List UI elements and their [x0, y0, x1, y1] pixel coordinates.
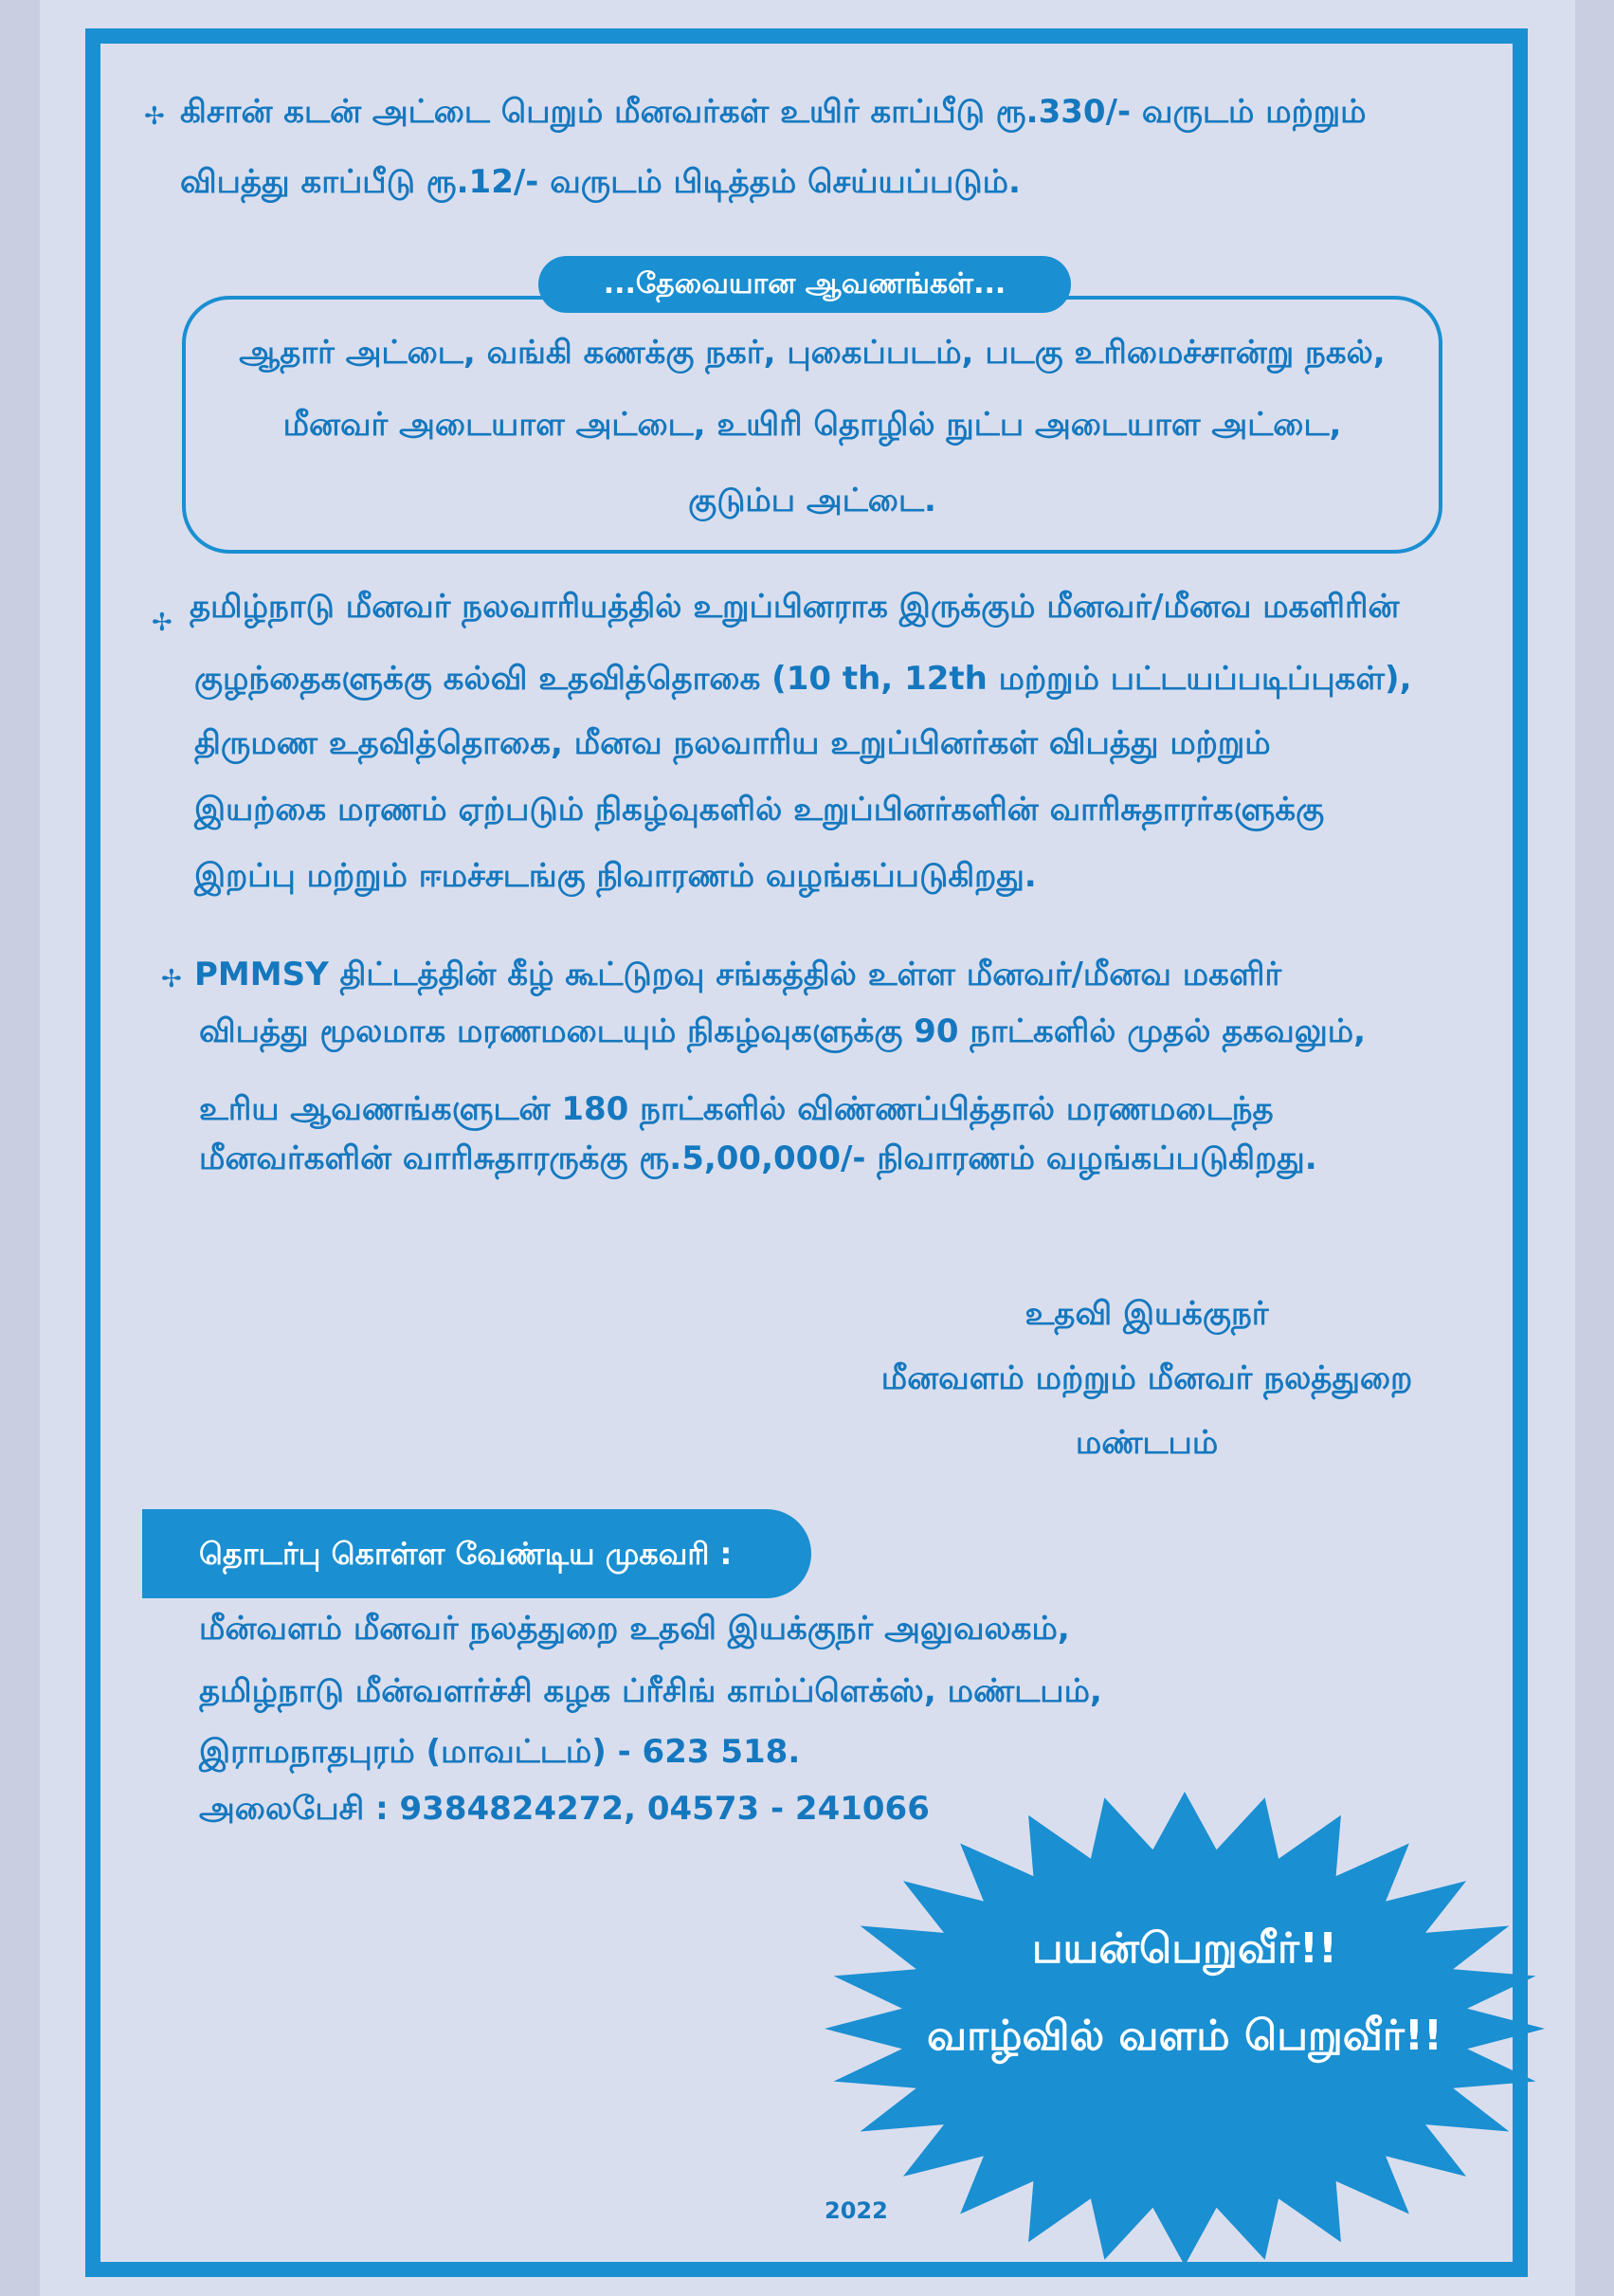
pmmsy-line-3: உரிய ஆவணங்களுடன் 180 நாட்களில் விண்ணப்பித்தால் மரணமடைந்த	[199, 1090, 1274, 1128]
contact-address-line-2: தமிழ்நாடு மீன்வளர்ச்சி கழக ப்ரீசிங் காம்ப்ளெக்ஸ், மண்டபம்,	[199, 1672, 1102, 1710]
signature-title: உதவி இயக்குநர்	[1025, 1295, 1269, 1333]
welfare-line-4: இயற்கை மரணம் ஏற்படும் நிகழ்வுகளில் உறுப்பினர்களின் வாரிசுதாரர்களுக்கு	[194, 791, 1325, 829]
footer-year: 2022	[825, 2197, 888, 2224]
signature-department: மீனவளம் மற்றும் மீனவர் நலத்துறை	[880, 1359, 1413, 1397]
welfare-line-1: தமிழ்நாடு மீனவர் நலவாரியத்தில் உறுப்பினராக இருக்கும் மீனவர்/மீனவ மகளிரின்	[190, 588, 1400, 626]
documents-heading: ...தேவையான ஆவணங்கள்...	[538, 256, 1071, 313]
bullet-icon: ✢	[161, 965, 182, 993]
contact-address-line-3: இராமநாதபுரம் (மாவட்டம்) - 623 518.	[199, 1733, 801, 1771]
bullet-icon: ✢	[144, 102, 165, 131]
insurance-line-2: விபத்து காப்பீடு ரூ.12/- வருடம் பிடித்தம் செய்யப்படும்.	[180, 163, 1021, 201]
slogan-line-1: பயன்பெறுவீர்!!	[1031, 1924, 1338, 1973]
welfare-line-2: குழந்தைகளுக்கு கல்வி உதவித்தொகை (10 th, 12th மற்றும் பட்டயப்படிப்புகள்),	[194, 660, 1412, 698]
pmmsy-line-1: PMMSY திட்டத்தின் கீழ் கூட்டுறவு சங்கத்தில் உள்ள மீனவர்/மீனவ மகளிர்	[194, 956, 1282, 993]
documents-line-1: ஆதார் அட்டை, வங்கி கணக்கு நகர், புகைப்படம், படகு உரிமைச்சான்று நகல்,	[239, 334, 1386, 372]
documents-line-3: குடும்ப அட்டை.	[688, 482, 936, 519]
contact-heading-bar	[142, 1509, 811, 1598]
signature-place: மண்டபம்	[1075, 1424, 1219, 1462]
welfare-line-3: திருமண உதவித்தொகை, மீனவ நலவாரிய உறுப்பினர்கள் விபத்து மற்றும்	[194, 724, 1271, 762]
contact-heading: தொடர்பு கொள்ள வேண்டிய முகவரி :	[199, 1536, 733, 1572]
contact-address-line-1: மீன்வளம் மீனவர் நலத்துறை உதவி இயக்குநர் அலுவலகம்,	[199, 1610, 1070, 1648]
bullet-icon: ✢	[152, 609, 172, 637]
slogan-starburst	[820, 1792, 1550, 2285]
documents-line-2: மீனவர் அடையாள அட்டை, உயிரி தொழில் நுட்ப அடையாள அட்டை,	[282, 406, 1342, 444]
slogan-line-2: வாழ்வில் வளம் பெறுவீர்!!	[927, 2012, 1442, 2060]
contact-phone: அலைபேசி : 9384824272, 04573 - 241066	[199, 1790, 930, 1828]
pmmsy-line-2: விபத்து மூலமாக மரணமடையும் நிகழ்வுகளுக்கு 90 நாட்களில் முதல் தகவலும்,	[199, 1012, 1367, 1050]
welfare-line-5: இறப்பு மற்றும் ஈமச்சடங்கு நிவாரணம் வழங்கப்படுகிறது.	[194, 857, 1037, 895]
insurance-line-1: கிசான் கடன் அட்டை பெறும் மீனவர்கள் உயிர் காப்பீடு ரூ.330/- வருடம் மற்றும்	[180, 93, 1367, 131]
pmmsy-line-4: மீனவர்களின் வாரிசுதாரருக்கு ரூ.5,00,000/- நிவாரணம் வழங்கப்படுகிறது.	[199, 1139, 1317, 1177]
